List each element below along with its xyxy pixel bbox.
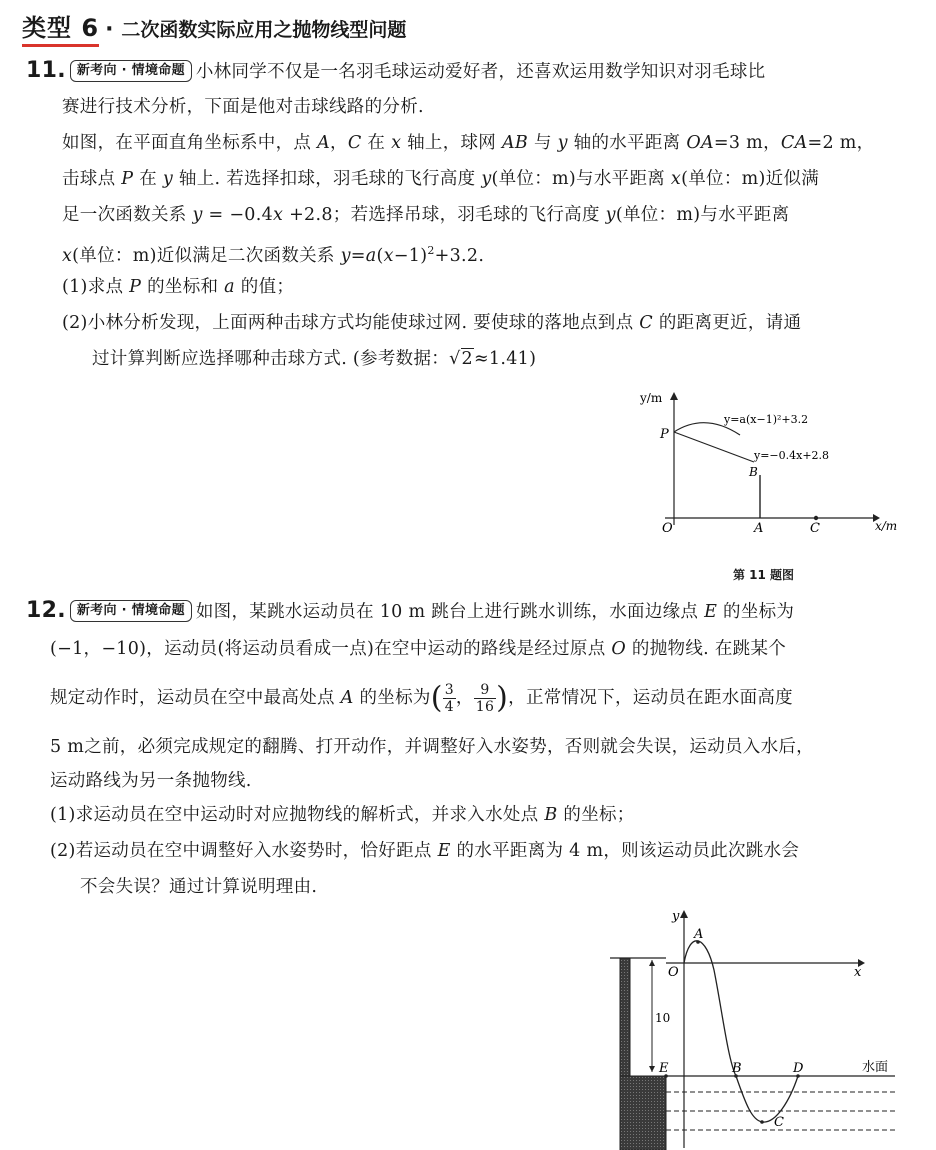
q12-line-3: 规定动作时，运动员在空中最高处点 A 的坐标为( $\frac{3}{4}$ ， $\frac{9}{16}$ )，正常情况下，运动员在距水面高度 — [50, 680, 793, 716]
q12-label-D: D — [793, 1061, 804, 1076]
q11-point-C — [814, 516, 818, 520]
q12-part-2: (2)若运动员在空中调整好入水姿势时，恰好距点 E 的水平距离为 4 m，则该运动员此次跳水会 — [50, 841, 800, 861]
q12-label-C: C — [774, 1115, 784, 1130]
section-header — [22, 8, 406, 44]
q11-ylabel: y/m — [640, 391, 663, 405]
type-separator: · — [105, 17, 114, 42]
q12-height-label: 10 — [655, 1011, 671, 1025]
q12-label-y: y — [672, 909, 680, 924]
q11-line-6: x(单位：m)近似满足二次函数关系 $y=a(x-1)^2+3.2$. — [62, 244, 485, 266]
q12-line-5: 运动路线为另一条抛物线. — [50, 771, 252, 791]
q12-part-1: (1)求运动员在空中运动时对应抛物线的解析式，并求入水处点 B 的坐标； — [50, 805, 635, 825]
q12-label-A: A — [694, 927, 704, 942]
q11-label-A: A — [754, 521, 764, 536]
q11-figure — [630, 380, 910, 550]
q11-line-2 — [62, 94, 424, 120]
section-title: 二次函数实际应用之抛物线型问题 — [121, 19, 407, 41]
q11-linear-path — [674, 432, 754, 462]
q11-text-2: 赛进行技术分析，下面是他对击球线路的分析. — [62, 97, 424, 117]
q11-part-2: (2)小林分析发现，上面两种击球方式均能使球过网. 要使球的落地点到点 C 的距离更近，请通 — [62, 313, 802, 333]
q12-pool-wall — [620, 1076, 666, 1150]
q11-label-B: B — [749, 465, 758, 479]
q12-line-4: 5 m之前，必须完成规定的翻腾、打开动作，并调整好入水姿势，否则就会失误，运动员入水后， — [50, 737, 814, 757]
q12-line-2: (−1，−10)，运动员(将运动员看成一点)在空中运动的路线是经过原点 O 的抛物线. 在跳某个 — [50, 639, 787, 659]
q11-xlabel: x/m — [875, 519, 898, 533]
q12-label-E: E — [659, 1061, 669, 1076]
q11-tag: 新考向 · 情境命题 — [70, 60, 192, 82]
q12-label-B: B — [732, 1061, 742, 1076]
q11-line-label: y=−0.4x+2.8 — [754, 449, 830, 462]
q11-number: 11. — [26, 58, 66, 83]
q12-line-1: 12. 新考向 · 情境命题 如图，某跳水运动员在 10 m 跳台上进行跳水训练，水面边缘点 E 的坐标为 — [26, 598, 795, 623]
q12-label-O: O — [668, 965, 679, 980]
type-label: 类型 6 — [22, 8, 99, 47]
q12-figure — [600, 900, 910, 1150]
q12-tag: 新考向 · 情境命题 — [70, 600, 192, 622]
q12-water-parabola — [736, 1076, 798, 1122]
q11-line-3: 如图，在平面直角坐标系中，点 A，C 在 x 轴上，球网 AB 与 y 轴的水平距离 OA=3 m，CA=2 m， — [62, 133, 875, 153]
q11-line-5: 足一次函数关系 y = −0.4x +2.8；若选择吊球，羽毛球的飞行高度 y(单位：m)与水平距离 — [62, 205, 790, 225]
q12-air-parabola — [684, 941, 736, 1076]
q11-label-O: O — [662, 521, 673, 536]
q11-part-2-cont: 过计算判断应选择哪种击球方式. (参考数据：√2≈1.41) — [92, 349, 537, 369]
q11-part-1: (1)求点 P 的坐标和 a 的值； — [62, 277, 295, 297]
q11-caption: 第 11 题图 — [733, 568, 795, 582]
q11-curve-label: y=a(x−1)²+3.2 — [724, 413, 809, 426]
q11-label-C: C — [810, 521, 820, 536]
q11-text-1: 小林同学不仅是一名羽毛球运动爱好者，还喜欢运用数学知识对羽毛球比 — [195, 62, 766, 82]
q11-label-P: P — [660, 427, 669, 442]
q11-line-4: 击球点 P 在 y 轴上. 若选择扣球，羽毛球的飞行高度 y(单位：m)与水平距离 x(单位：m)近似满 — [62, 169, 820, 189]
q12-part-2-cont: 不会失误？通过计算说明理由. — [80, 877, 318, 897]
q12-point-C — [760, 1120, 764, 1124]
q11-line-1 — [26, 58, 765, 85]
q12-label-water: 水面 — [862, 1060, 889, 1075]
q12-number: 12. — [26, 598, 66, 623]
q12-label-x: x — [854, 965, 862, 980]
